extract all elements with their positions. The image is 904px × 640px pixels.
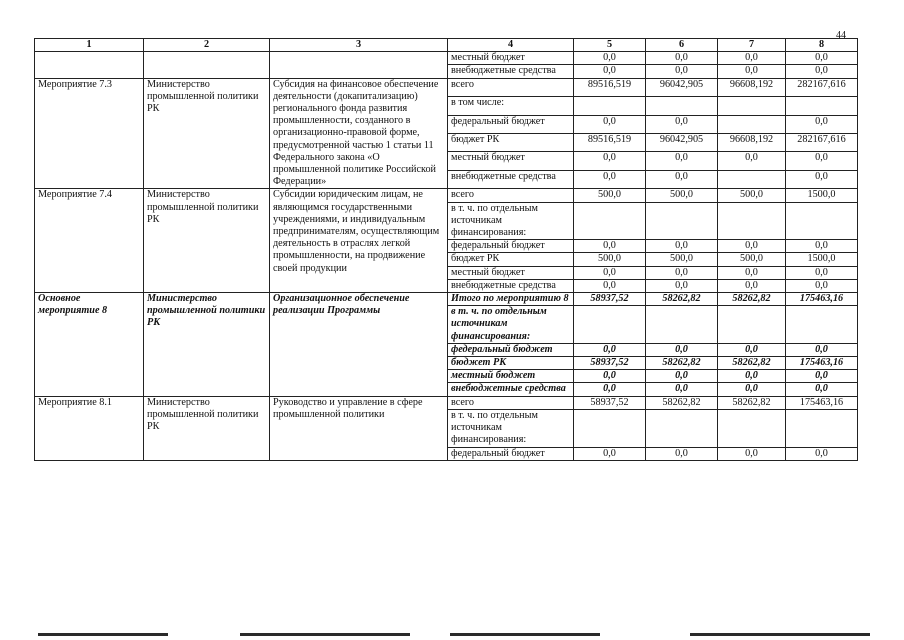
value-cell: 500,0 <box>718 253 786 266</box>
value-cell: 0,0 <box>786 170 858 188</box>
value-cell <box>786 97 858 115</box>
column-header: 3 <box>270 39 448 52</box>
value-cell: 0,0 <box>718 447 786 460</box>
source-label: внебюджетные средства <box>448 383 574 396</box>
source-label: всего <box>448 396 574 409</box>
value-cell: 0,0 <box>646 383 718 396</box>
table-row <box>35 65 858 78</box>
column-header: 7 <box>718 39 786 52</box>
measure-label: Основное мероприятие 8 <box>35 293 144 397</box>
value-cell: 0,0 <box>786 115 858 133</box>
source-label: местный бюджет <box>448 52 574 65</box>
value-cell: 58937,52 <box>574 293 646 306</box>
value-cell <box>786 409 858 447</box>
value-cell: 0,0 <box>718 65 786 78</box>
value-cell: 282167,616 <box>786 78 858 96</box>
table-row <box>35 78 858 96</box>
responsible-org: Министерство промышленной политики РК <box>144 293 270 397</box>
value-cell <box>786 306 858 344</box>
source-label: федеральный бюджет <box>448 447 574 460</box>
value-cell: 0,0 <box>646 52 718 65</box>
responsible-org: Министерство промышленной политики РК <box>144 78 270 189</box>
value-cell: 0,0 <box>786 240 858 253</box>
source-label: бюджет РК <box>448 357 574 370</box>
value-cell: 0,0 <box>786 152 858 170</box>
value-cell: 500,0 <box>646 253 718 266</box>
source-label: внебюджетные средства <box>448 65 574 78</box>
table-row <box>35 293 858 306</box>
value-cell: 282167,616 <box>786 134 858 152</box>
measure-label: Мероприятие 7.4 <box>35 189 144 293</box>
source-label: местный бюджет <box>448 152 574 170</box>
value-cell: 0,0 <box>786 65 858 78</box>
value-cell: 89516,519 <box>574 78 646 96</box>
source-label: местный бюджет <box>448 370 574 383</box>
value-cell: 0,0 <box>574 279 646 292</box>
value-cell <box>646 202 718 240</box>
empty-cell <box>144 65 270 78</box>
value-cell: 58262,82 <box>646 357 718 370</box>
value-cell: 58262,82 <box>718 357 786 370</box>
value-cell: 0,0 <box>786 343 858 356</box>
value-cell <box>718 409 786 447</box>
source-label: в т. ч. по отдельным источникам финансирования: <box>448 306 574 344</box>
value-cell <box>646 306 718 344</box>
value-cell: 58937,52 <box>574 357 646 370</box>
value-cell: 0,0 <box>574 447 646 460</box>
value-cell: 500,0 <box>574 253 646 266</box>
value-cell: 175463,16 <box>786 293 858 306</box>
value-cell: 0,0 <box>718 343 786 356</box>
value-cell: 0,0 <box>718 370 786 383</box>
value-cell: 500,0 <box>574 189 646 202</box>
value-cell <box>718 97 786 115</box>
value-cell: 0,0 <box>718 383 786 396</box>
value-cell <box>574 306 646 344</box>
value-cell: 0,0 <box>646 447 718 460</box>
source-label: в т. ч. по отдельным источникам финансирования: <box>448 409 574 447</box>
value-cell: 0,0 <box>574 152 646 170</box>
value-cell: 500,0 <box>646 189 718 202</box>
value-cell: 0,0 <box>646 115 718 133</box>
measure-description: Субсидии юридическим лицам, не являющимся государственными учреждениями, и индивидуальным предпринимателям, осуществляющим деятельность в отраслях легкой промышленности, на продвижение своей продукции <box>270 189 448 293</box>
table-row <box>35 189 858 202</box>
value-cell: 0,0 <box>646 152 718 170</box>
value-cell: 0,0 <box>786 52 858 65</box>
value-cell: 0,0 <box>646 370 718 383</box>
table-row <box>35 396 858 409</box>
source-label: всего <box>448 189 574 202</box>
empty-cell <box>270 52 448 65</box>
value-cell: 58262,82 <box>718 396 786 409</box>
source-label: бюджет РК <box>448 253 574 266</box>
value-cell: 0,0 <box>786 279 858 292</box>
page-number: 44 <box>836 30 846 41</box>
value-cell: 96608,192 <box>718 134 786 152</box>
value-cell: 96042,905 <box>646 78 718 96</box>
source-label: в т. ч. по отдельным источникам финансирования: <box>448 202 574 240</box>
scan-edge-line <box>240 633 410 636</box>
value-cell: 0,0 <box>574 370 646 383</box>
value-cell: 96608,192 <box>718 78 786 96</box>
measure-label: Мероприятие 7.3 <box>35 78 144 189</box>
table-header-row <box>35 39 858 52</box>
value-cell: 58262,82 <box>718 293 786 306</box>
source-label: федеральный бюджет <box>448 343 574 356</box>
value-cell: 0,0 <box>646 170 718 188</box>
source-label: внебюджетные средства <box>448 170 574 188</box>
value-cell: 0,0 <box>718 266 786 279</box>
value-cell <box>574 202 646 240</box>
value-cell <box>718 306 786 344</box>
value-cell: 0,0 <box>786 383 858 396</box>
value-cell <box>646 97 718 115</box>
scan-edge-line <box>38 633 168 636</box>
value-cell: 175463,16 <box>786 396 858 409</box>
value-cell: 0,0 <box>786 266 858 279</box>
responsible-org: Министерство промышленной политики РК <box>144 189 270 293</box>
source-label: всего <box>448 78 574 96</box>
source-label: бюджет РК <box>448 134 574 152</box>
empty-cell <box>35 65 144 78</box>
responsible-org: Министерство промышленной политики РК <box>144 396 270 460</box>
value-cell: 1500,0 <box>786 189 858 202</box>
source-label: в том числе: <box>448 97 574 115</box>
value-cell: 58937,52 <box>574 396 646 409</box>
column-header: 1 <box>35 39 144 52</box>
value-cell: 0,0 <box>718 52 786 65</box>
value-cell: 0,0 <box>718 240 786 253</box>
source-label: Итого по мероприятию 8 <box>448 293 574 306</box>
value-cell: 0,0 <box>574 383 646 396</box>
value-cell: 0,0 <box>574 266 646 279</box>
value-cell <box>718 202 786 240</box>
empty-cell <box>270 65 448 78</box>
measure-description: Руководство и управление в сфере промышленной политики <box>270 396 448 460</box>
empty-cell <box>144 52 270 65</box>
source-label: федеральный бюджет <box>448 240 574 253</box>
value-cell: 0,0 <box>574 52 646 65</box>
value-cell <box>718 170 786 188</box>
value-cell: 0,0 <box>574 65 646 78</box>
column-header: 5 <box>574 39 646 52</box>
value-cell <box>718 115 786 133</box>
value-cell: 0,0 <box>786 447 858 460</box>
scan-edge-line <box>690 633 870 636</box>
column-header: 8 <box>786 39 858 52</box>
source-label: федеральный бюджет <box>448 115 574 133</box>
source-label: внебюджетные средства <box>448 279 574 292</box>
value-cell: 0,0 <box>646 266 718 279</box>
value-cell: 500,0 <box>718 189 786 202</box>
column-header: 6 <box>646 39 718 52</box>
value-cell <box>646 409 718 447</box>
value-cell: 0,0 <box>574 115 646 133</box>
measure-description: Организационное обеспечение реализации Программы <box>270 293 448 397</box>
value-cell: 0,0 <box>646 240 718 253</box>
value-cell: 0,0 <box>646 343 718 356</box>
value-cell: 175463,16 <box>786 357 858 370</box>
measure-description: Субсидия на финансовое обеспечение деятельности (докапитализацию) регионального фонда развития промышленности, созданного в организационно-правовой форме, предусмотренной частью 1 статьи 11 Федерального закона «О промышленной политике Российской Федерации» <box>270 78 448 189</box>
measure-label: Мероприятие 8.1 <box>35 396 144 460</box>
empty-cell <box>35 52 144 65</box>
source-label: местный бюджет <box>448 266 574 279</box>
scan-edge-line <box>450 633 600 636</box>
value-cell: 0,0 <box>646 279 718 292</box>
value-cell: 0,0 <box>718 152 786 170</box>
value-cell <box>574 97 646 115</box>
value-cell: 58262,82 <box>646 396 718 409</box>
value-cell: 0,0 <box>574 343 646 356</box>
table-row <box>35 52 858 65</box>
value-cell <box>786 202 858 240</box>
value-cell <box>574 409 646 447</box>
value-cell: 0,0 <box>574 240 646 253</box>
value-cell: 58262,82 <box>646 293 718 306</box>
value-cell: 0,0 <box>786 370 858 383</box>
budget-table <box>34 38 858 461</box>
column-header: 4 <box>448 39 574 52</box>
value-cell: 0,0 <box>718 279 786 292</box>
value-cell: 89516,519 <box>574 134 646 152</box>
value-cell: 0,0 <box>574 170 646 188</box>
column-header: 2 <box>144 39 270 52</box>
value-cell: 1500,0 <box>786 253 858 266</box>
value-cell: 96042,905 <box>646 134 718 152</box>
value-cell: 0,0 <box>646 65 718 78</box>
